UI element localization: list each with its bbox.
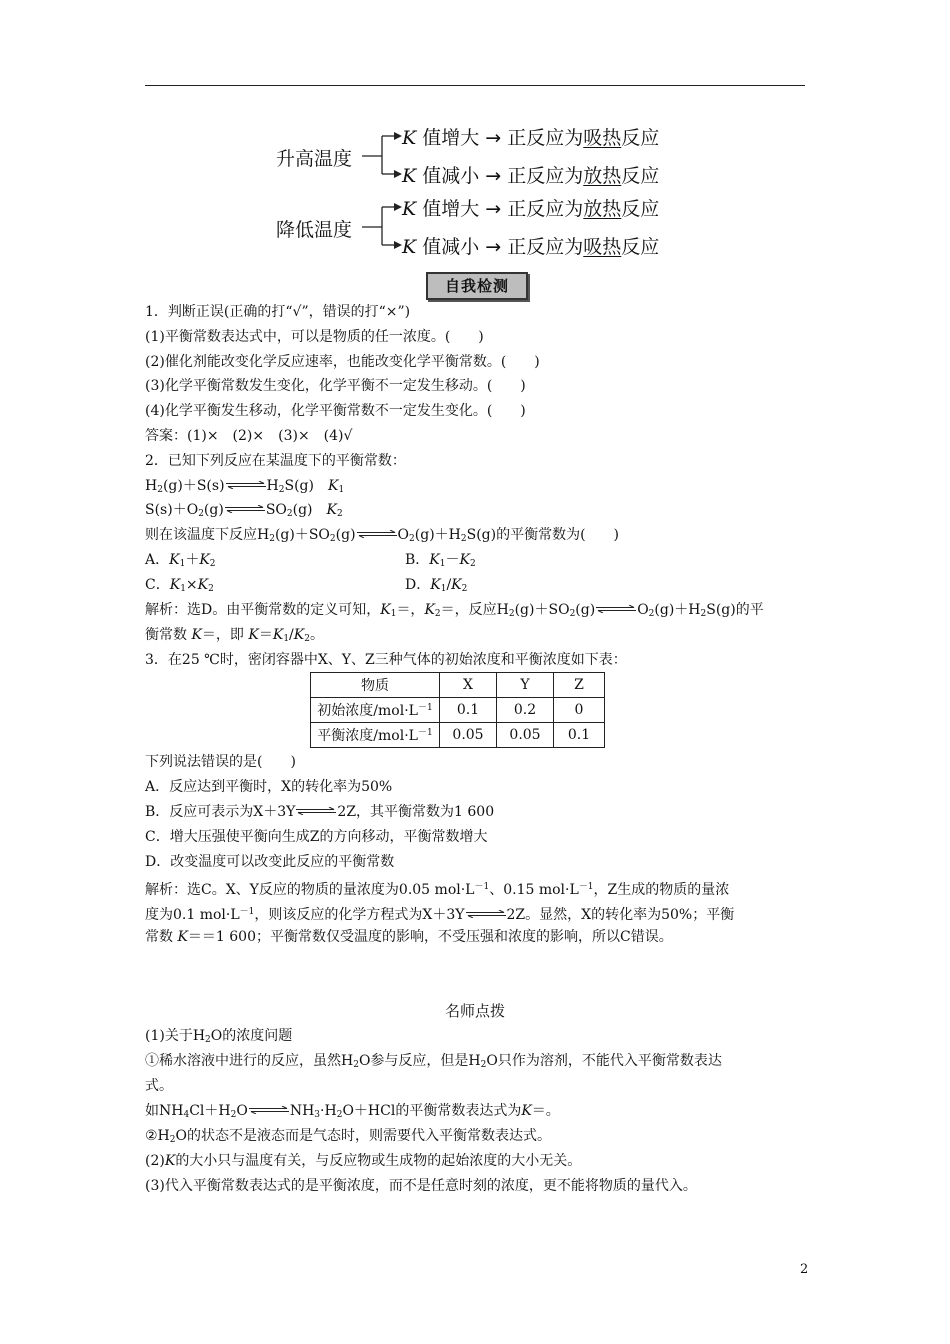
table-header: Y — [497, 673, 554, 698]
q3-option-c: C．增大压强使平衡向生成Z的方向移动，平衡常数增大 — [145, 829, 488, 845]
tips-line-6: (2)K的大小只与温度有关，与反应物或生成物的起始浓度的大小无关。 — [145, 1153, 582, 1169]
tips-line-7: (3)代入平衡常数表达式的是平衡浓度，而不是任意时刻的浓度，更不能将物质的量代入。 — [145, 1178, 697, 1194]
table-header: X — [440, 673, 497, 698]
q1-item-3: (3)化学平衡常数发生变化，化学平衡不一定发生移动。( ) — [145, 378, 526, 394]
table-row — [311, 723, 605, 748]
tips-title: 名师点拨 — [444, 1002, 505, 1020]
equilibrium-arrow-icon — [225, 505, 265, 513]
equilibrium-arrow-icon — [249, 1106, 289, 1114]
table-cell: 0.05 — [497, 723, 554, 748]
q2-reaction-2: $S(s)+O_2(g)$ $SO_2(g)$ $K_2$ — [145, 502, 343, 519]
q3-option-a: A．反应达到平衡时，X的转化率为50% — [145, 779, 393, 795]
equilibrium-arrow-icon — [466, 910, 506, 918]
tips-line-4: 如$NH_4Cl+H_2O$ $NH_3\cdot H_2O+HCl$的平衡常数表达式为K＝。 — [145, 1103, 560, 1120]
page-number: 2 — [800, 1262, 809, 1277]
table-cell: 0.2 — [497, 698, 554, 723]
q3-explanation-2: 度为0.1 $mol\cdot L^{-1}$，则该反应的化学方程式为X＋3Y 2Z。显然，X的转化率为50%；平衡 — [145, 907, 735, 923]
q3-option-b: B．反应可表示为X＋3Y 2Z，其平衡常数为1 600 — [145, 804, 495, 820]
temperature-k-diagram — [270, 110, 690, 270]
concentration-table — [310, 672, 605, 748]
table-row — [311, 698, 605, 723]
q2-explanation-1: 解析：选D。由平衡常数的定义可知，$K_1=$，$K_2=$，反应$H_2(g)+SO_2(g)$ $O_2(g)+H_2S(g)$的平 — [145, 602, 764, 619]
q3-explanation-3: 常数 K＝＝1 600；平衡常数仅受温度的影响，不受压强和浓度的影响，所以C错误。 — [145, 929, 673, 945]
diagram-row-3: K 值增大 → 正反应为放热反应 — [402, 198, 660, 220]
diagram-row-2: K 值减小 → 正反应为放热反应 — [402, 165, 660, 187]
q3-stem: 3．在25 ℃时，密闭容器中X、Y、Z三种气体的初始浓度和平衡浓度如下表： — [145, 652, 627, 668]
q2-ask: 则在该温度下反应$H_2(g)+SO_2(g)$ $O_2(g)+H_2S(g)$的平衡常数为( ) — [145, 527, 620, 544]
table-cell: 平衡浓度$/mol\cdot L^{-1}$ — [311, 723, 440, 748]
q1-item-2: (2)催化剂能改变化学反应速率，也能改变化学平衡常数。( ) — [145, 354, 540, 370]
q3-option-d: D．改变温度可以改变此反应的平衡常数 — [145, 854, 395, 870]
q1-item-4: (4)化学平衡发生移动，化学平衡常数不一定发生变化。( ) — [145, 403, 526, 419]
table-header: 物质 — [311, 673, 440, 698]
q2-option-b: B．$K_1-K_2$ — [405, 552, 476, 569]
q3-ask: 下列说法错误的是( ) — [145, 754, 296, 770]
equilibrium-arrow-icon — [596, 605, 636, 613]
tips-line-5: $②H_2O$的状态不是液态而是气态时，则需要代入平衡常数表达式。 — [145, 1128, 551, 1145]
q2-stem: 2．已知下列反应在某温度下的平衡常数： — [145, 453, 406, 469]
q2-explanation-2: 衡常数 K＝，即 $K=K_1/K_2$。 — [145, 627, 324, 644]
table-header-row — [311, 673, 605, 698]
q1-stem: 1．判断正误(正确的打“√”，错误的打“×”) — [145, 304, 411, 320]
tips-line-2: ①稀水溶液中进行的反应，虽然$H_2O$参与反应，但是$H_2O$只作为溶剂，不能代入平衡常数表达 — [145, 1053, 722, 1070]
q2-option-d: D．$K_1/K_2$ — [405, 577, 468, 594]
header-rule — [145, 85, 805, 86]
raise-temp-label: 升高温度 — [276, 148, 353, 170]
equilibrium-arrow-icon — [357, 530, 397, 538]
q2-option-a: A．$K_1+K_2$ — [145, 552, 216, 569]
tips-line-1: (1)关于$H_2O$的浓度问题 — [145, 1028, 293, 1045]
table-cell: 初始浓度$/mol\cdot L^{-1}$ — [311, 698, 440, 723]
equilibrium-arrow-icon — [226, 481, 266, 489]
equilibrium-arrow-icon — [296, 807, 336, 815]
tips-line-3: 式。 — [145, 1078, 173, 1094]
q1-answer: 答案：(1)× (2)× (3)× (4)√ — [145, 428, 353, 444]
table-header: Z — [554, 673, 605, 698]
lower-temp-label: 降低温度 — [276, 219, 353, 241]
q3-explanation-1: 解析：选C。X、Y反应的物质的量浓度为0.05 $mol\cdot L^{-1}$、0.15 $mol\cdot L^{-1}$，Z生成的物质的量浓 — [145, 882, 730, 898]
table-cell: 0.05 — [440, 723, 497, 748]
q2-option-c: C．$K_1\times K_2$ — [145, 577, 214, 594]
table-cell: 0 — [554, 698, 605, 723]
section-badge: 自我检测 — [426, 272, 528, 300]
diagram-row-1: K 值增大 → 正反应为吸热反应 — [402, 127, 660, 149]
table-cell: 0.1 — [554, 723, 605, 748]
diagram-row-4: K 值减小 → 正反应为吸热反应 — [402, 236, 660, 258]
q1-item-1: (1)平衡常数表达式中，可以是物质的任一浓度。( ) — [145, 329, 484, 345]
table-cell: 0.1 — [440, 698, 497, 723]
q2-reaction-1: $H_2(g)+S(s)$ $H_2S(g)$ $K_1$ — [145, 478, 345, 495]
